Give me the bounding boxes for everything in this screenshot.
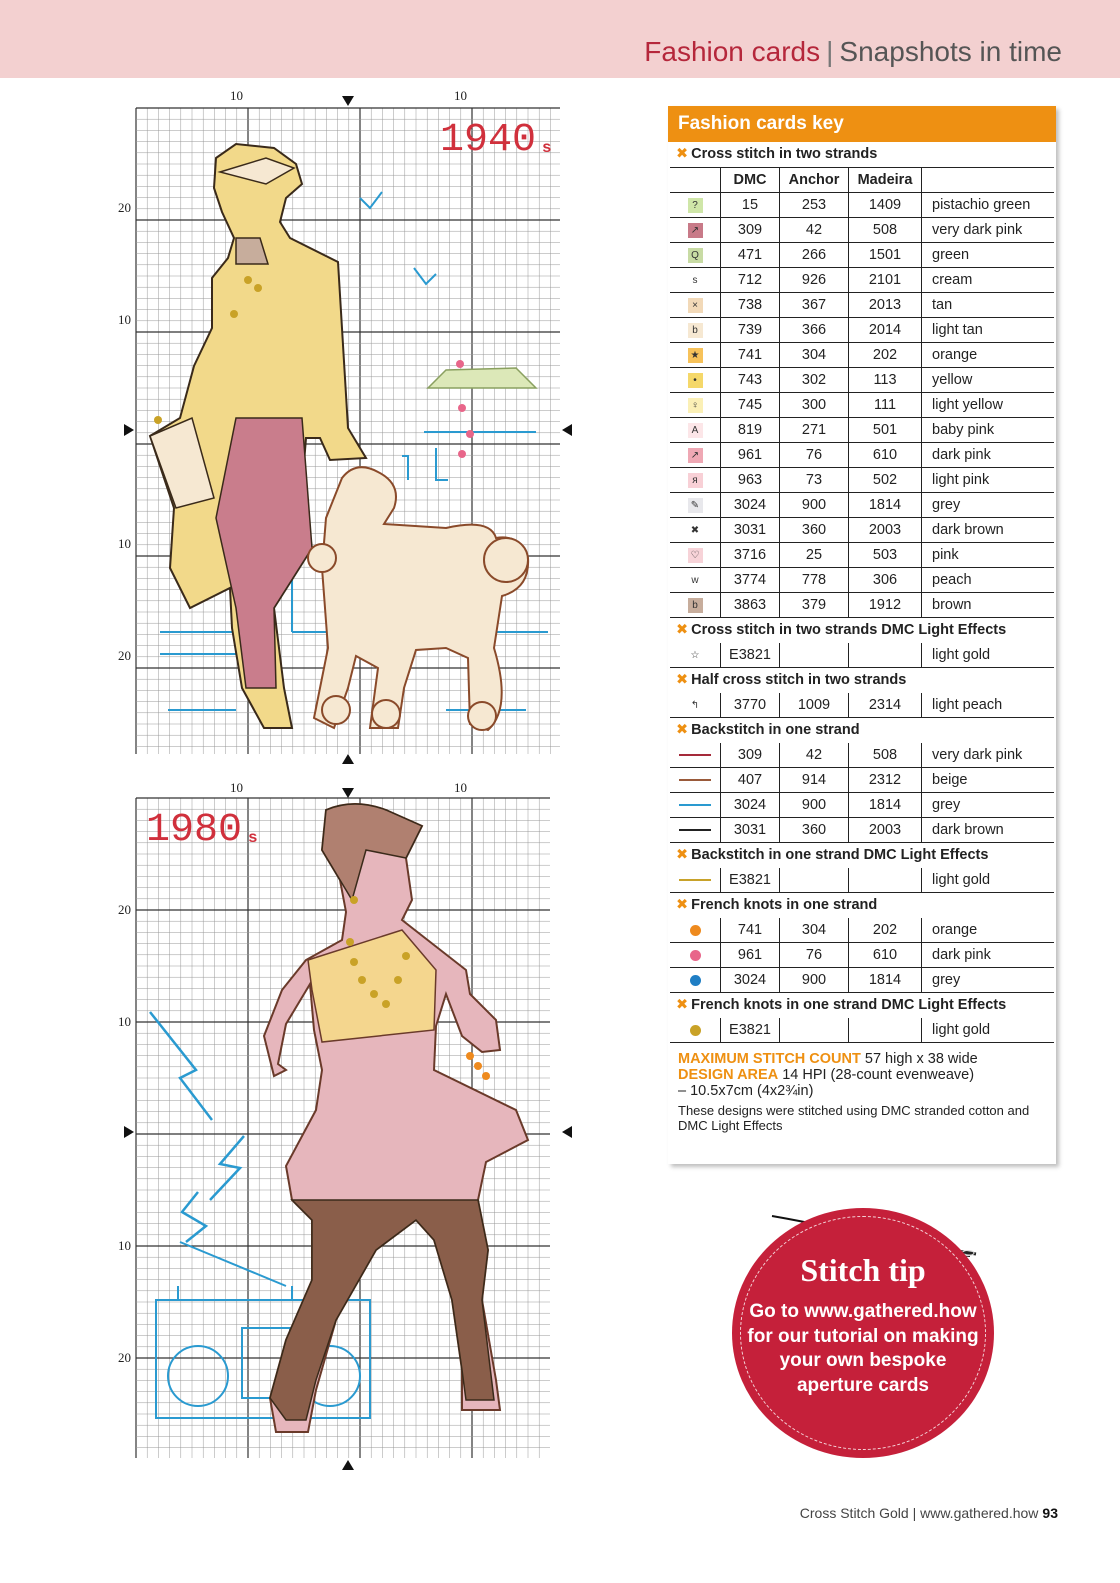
dmc-code: 3770: [721, 693, 780, 718]
dmc-code: 3024: [721, 968, 780, 993]
header-subtitle: Snapshots in time: [839, 36, 1062, 67]
thread-name: dark brown: [922, 518, 1055, 543]
french-knot-icon: [690, 950, 701, 961]
thread-name: yellow: [922, 368, 1055, 393]
thread-name: very dark pink: [922, 743, 1055, 768]
hat-plants-1940s: [428, 368, 536, 388]
dmc-code: 741: [721, 918, 780, 943]
dmc-code: 15: [721, 193, 780, 218]
key-row: [670, 293, 1054, 318]
orange-cross-icon: ✖: [676, 997, 689, 1013]
dmc-code: 961: [721, 443, 780, 468]
dmc-code: 3716: [721, 543, 780, 568]
orange-cross-icon: ✖: [676, 146, 689, 162]
anchor-code: [780, 868, 849, 893]
backstitch-line-icon: [679, 829, 711, 831]
key-footer: [668, 1043, 1056, 1133]
ruler-left-1-1940s: 20: [118, 200, 131, 215]
key-section-label: Cross stitch in two strands DMC Light Effects: [691, 622, 1007, 638]
madeira-code: 1814: [849, 493, 922, 518]
key-title: Fashion cards key: [668, 106, 1056, 142]
madeira-code: 2013: [849, 293, 922, 318]
dmc-code: 3031: [721, 518, 780, 543]
key-section-title-section-2: [668, 668, 1056, 693]
key-header-row: [670, 168, 1054, 193]
key-row: [670, 193, 1054, 218]
dmc-code: 738: [721, 293, 780, 318]
key-table: [670, 693, 1054, 718]
ruler-left-3-1980s: 10: [118, 1238, 131, 1253]
key-table: [670, 167, 1054, 618]
thread-name: brown: [922, 593, 1055, 618]
key-panel: [668, 106, 1056, 1164]
key-table: [670, 1018, 1054, 1043]
key-section-label: Backstitch in one strand DMC Light Effects: [691, 847, 989, 863]
dmc-code: 712: [721, 268, 780, 293]
dmc-code: 739: [721, 318, 780, 343]
french-knot-icon: [690, 925, 701, 936]
anchor-code: 900: [780, 793, 849, 818]
ruler-left-4-1940s: 20: [118, 648, 131, 663]
thread-name: grey: [922, 493, 1055, 518]
key-section-title-french: [668, 893, 1056, 918]
page-header: [644, 36, 1062, 68]
anchor-code: 76: [780, 943, 849, 968]
thread-name: dark brown: [922, 818, 1055, 843]
madeira-code: 2312: [849, 768, 922, 793]
orange-cross-icon: ✖: [676, 897, 689, 913]
madeira-code: 610: [849, 943, 922, 968]
ruler-left-4-1980s: 20: [118, 1350, 131, 1365]
chart-symbol-icon: ↰: [688, 698, 703, 713]
madeira-code: 502: [849, 468, 922, 493]
thread-name: beige: [922, 768, 1055, 793]
key-note: These designs were stitched using DMC stranded cotton and DMC Light Effects: [678, 1103, 1030, 1133]
french-knot-icon: [690, 975, 701, 986]
madeira-code: 501: [849, 418, 922, 443]
anchor-code: [780, 643, 849, 668]
dmc-code: 407: [721, 768, 780, 793]
key-row: [670, 418, 1054, 443]
anchor-code: 366: [780, 318, 849, 343]
chart-1940s: [116, 88, 580, 764]
key-row: [670, 693, 1054, 718]
anchor-code: 360: [780, 518, 849, 543]
madeira-code: 2014: [849, 318, 922, 343]
orange-knots-1980s: [466, 1052, 490, 1080]
dmc-code: E3821: [721, 868, 780, 893]
chart-symbol-icon: b: [688, 598, 703, 613]
backstitch-line-icon: [679, 754, 711, 756]
dmc-code: 3031: [721, 818, 780, 843]
chart-symbol-icon: s: [688, 273, 703, 288]
thread-name: light peach: [922, 693, 1055, 718]
thread-name: dark pink: [922, 443, 1055, 468]
ruler-left-3-1940s: 10: [118, 536, 131, 551]
anchor-code: 302: [780, 368, 849, 393]
design-area-value: 14 HPI (28-count evenweave): [782, 1067, 975, 1083]
ruler-left-2-1980s: 10: [118, 1014, 131, 1029]
dmc-code: 3024: [721, 493, 780, 518]
key-table: [670, 743, 1054, 843]
anchor-code: 900: [780, 493, 849, 518]
key-col-header: Anchor: [780, 168, 849, 193]
madeira-code: [849, 1018, 922, 1043]
chart-symbol-icon: Q: [688, 248, 703, 263]
key-row: [670, 593, 1054, 618]
header-title: Fashion cards: [644, 36, 821, 67]
stitch-tip-title: Stitch tip: [800, 1252, 926, 1288]
chart-symbol-icon: •: [688, 373, 703, 388]
max-stitch-value: 57 high x 38 wide: [864, 1051, 978, 1067]
key-section-title-section-0: [668, 142, 1056, 167]
chart-symbol-icon: ↗: [688, 448, 703, 463]
key-section-title-french_le: [668, 993, 1056, 1018]
key-section-title-backstitch_le: [668, 843, 1056, 868]
key-col-header: DMC: [721, 168, 780, 193]
key-row: [670, 443, 1054, 468]
design-area-size: – 10.5x7cm (4x2¾in): [678, 1083, 814, 1099]
key-section-label: French knots in one strand: [691, 897, 878, 913]
madeira-code: 113: [849, 368, 922, 393]
key-row: [670, 1018, 1054, 1043]
page-footer: Cross Stitch Gold | www.gathered.how 93: [799, 1505, 1058, 1521]
anchor-code: 25: [780, 543, 849, 568]
dmc-code: 963: [721, 468, 780, 493]
french-knot-icon: [690, 1025, 701, 1036]
key-row: [670, 243, 1054, 268]
dmc-code: 471: [721, 243, 780, 268]
madeira-code: 2101: [849, 268, 922, 293]
key-row: [670, 568, 1054, 593]
chart-1940s-grid: [116, 88, 580, 764]
dmc-code: 745: [721, 393, 780, 418]
key-row: [670, 468, 1054, 493]
key-row: [670, 268, 1054, 293]
madeira-code: 1814: [849, 793, 922, 818]
key-row: [670, 743, 1054, 768]
anchor-code: 304: [780, 918, 849, 943]
dmc-code: 743: [721, 368, 780, 393]
anchor-code: 367: [780, 293, 849, 318]
key-row: [670, 643, 1054, 668]
thread-name: baby pink: [922, 418, 1055, 443]
madeira-code: 1501: [849, 243, 922, 268]
dmc-code: 741: [721, 343, 780, 368]
backstitch-line-icon: [679, 779, 711, 781]
era-label-1980s: 1980: [146, 808, 243, 853]
chart-symbol-icon: ✖: [688, 523, 703, 538]
anchor-code: 914: [780, 768, 849, 793]
thread-name: peach: [922, 568, 1055, 593]
key-table: [670, 868, 1054, 893]
key-row: [670, 918, 1054, 943]
madeira-code: [849, 868, 922, 893]
madeira-code: 610: [849, 443, 922, 468]
thread-name: green: [922, 243, 1055, 268]
dmc-code: E3821: [721, 1018, 780, 1043]
key-row: [670, 318, 1054, 343]
key-row: [670, 868, 1054, 893]
thread-name: orange: [922, 343, 1055, 368]
key-table: [670, 643, 1054, 668]
lightning-bolts-1980s: [150, 1012, 244, 1242]
anchor-code: 300: [780, 393, 849, 418]
key-section-label: French knots in one strand DMC Light Effects: [691, 997, 1007, 1013]
key-col-header: [670, 168, 721, 193]
key-row: [670, 518, 1054, 543]
key-body: [668, 142, 1056, 1043]
ruler-top-left-1980s: 10: [230, 780, 243, 795]
thread-name: pink: [922, 543, 1055, 568]
anchor-code: [780, 1018, 849, 1043]
dmc-code: 309: [721, 218, 780, 243]
woman-1980s: [264, 804, 528, 1432]
era-label-1940s: 1940: [440, 118, 537, 163]
thread-name: light gold: [922, 868, 1055, 893]
orange-cross-icon: ✖: [676, 722, 689, 738]
anchor-code: 271: [780, 418, 849, 443]
header-separator: |: [826, 36, 834, 67]
dmc-code: 3024: [721, 793, 780, 818]
thread-name: light tan: [922, 318, 1055, 343]
madeira-code: 2003: [849, 518, 922, 543]
thread-name: light gold: [922, 1018, 1055, 1043]
key-row: [670, 343, 1054, 368]
anchor-code: 778: [780, 568, 849, 593]
ruler-top-right-1980s: 10: [454, 780, 467, 795]
thread-name: light gold: [922, 643, 1055, 668]
key-row: [670, 543, 1054, 568]
stitch-tip-text: Go to www.gathered.how for our tutorial on making your own bespoke aperture cards: [747, 1301, 979, 1396]
thread-name: tan: [922, 293, 1055, 318]
dmc-code: 3863: [721, 593, 780, 618]
key-row: [670, 493, 1054, 518]
chart-symbol-icon: ×: [688, 298, 703, 313]
thread-name: light pink: [922, 468, 1055, 493]
anchor-code: 42: [780, 743, 849, 768]
orange-cross-icon: ✖: [676, 847, 689, 863]
thread-name: pistachio green: [922, 193, 1055, 218]
key-section-label: Half cross stitch in two strands: [691, 672, 907, 688]
thread-name: cream: [922, 268, 1055, 293]
anchor-code: 42: [780, 218, 849, 243]
era-suffix-1980s: s: [248, 829, 258, 847]
key-table: [670, 918, 1054, 993]
thread-name: dark pink: [922, 943, 1055, 968]
ruler-left-1-1980s: 20: [118, 902, 131, 917]
ruler-top-left-1940s: 10: [230, 88, 243, 103]
dmc-code: 961: [721, 943, 780, 968]
dmc-code: E3821: [721, 643, 780, 668]
backstitch-line-icon: [679, 879, 711, 881]
key-col-header: Madeira: [849, 168, 922, 193]
anchor-code: 76: [780, 443, 849, 468]
anchor-code: 900: [780, 968, 849, 993]
anchor-code: 253: [780, 193, 849, 218]
madeira-code: 2003: [849, 818, 922, 843]
thread-name: light yellow: [922, 393, 1055, 418]
key-section-title-section-1: [668, 618, 1056, 643]
anchor-code: 926: [780, 268, 849, 293]
chart-symbol-icon: ♡: [688, 548, 703, 563]
anchor-code: 1009: [780, 693, 849, 718]
key-row: [670, 218, 1054, 243]
chart-symbol-icon: ★: [688, 348, 703, 363]
backstitch-line-icon: [679, 804, 711, 806]
chart-symbol-icon: w: [688, 573, 703, 588]
madeira-code: 1814: [849, 968, 922, 993]
anchor-code: 379: [780, 593, 849, 618]
thread-name: grey: [922, 968, 1055, 993]
chart-symbol-icon: ♀: [688, 398, 703, 413]
chart-1980s-grid: [116, 780, 580, 1470]
anchor-code: 304: [780, 343, 849, 368]
chart-1980s: [116, 780, 580, 1470]
key-section-label: Backstitch in one strand: [691, 722, 860, 738]
key-section-label: Cross stitch in two strands: [691, 146, 878, 162]
orange-cross-icon: ✖: [676, 672, 689, 688]
madeira-code: 503: [849, 543, 922, 568]
ruler-top-right-1940s: 10: [454, 88, 467, 103]
dmc-code: 819: [721, 418, 780, 443]
key-row: [670, 968, 1054, 993]
key-row: [670, 818, 1054, 843]
dmc-code: 309: [721, 743, 780, 768]
madeira-code: 111: [849, 393, 922, 418]
madeira-code: 306: [849, 568, 922, 593]
footer-magazine: Cross Stitch Gold: [799, 1505, 909, 1521]
key-row: [670, 793, 1054, 818]
madeira-code: 508: [849, 218, 922, 243]
anchor-code: 266: [780, 243, 849, 268]
chart-symbol-icon: я: [688, 473, 703, 488]
chart-symbol-icon: ↗: [688, 223, 703, 238]
chart-symbol-icon: ?: [688, 198, 703, 213]
key-row: [670, 943, 1054, 968]
madeira-code: [849, 643, 922, 668]
madeira-code: 202: [849, 918, 922, 943]
key-row: [670, 768, 1054, 793]
anchor-code: 360: [780, 818, 849, 843]
key-col-header: [922, 168, 1055, 193]
design-area-label: DESIGN AREA: [678, 1067, 779, 1083]
madeira-code: 1409: [849, 193, 922, 218]
dmc-code: 3774: [721, 568, 780, 593]
page-number: 93: [1042, 1505, 1058, 1521]
ruler-left-2-1940s: 10: [118, 312, 131, 327]
chart-symbol-icon: ☆: [688, 648, 703, 663]
footer-site: www.gathered.how: [920, 1505, 1039, 1521]
thread-name: grey: [922, 793, 1055, 818]
thread-name: very dark pink: [922, 218, 1055, 243]
madeira-code: 2314: [849, 693, 922, 718]
madeira-code: 1912: [849, 593, 922, 618]
chart-symbol-icon: A: [688, 423, 703, 438]
thread-name: orange: [922, 918, 1055, 943]
chart-symbol-icon: ✎: [688, 498, 703, 513]
key-row: [670, 368, 1054, 393]
anchor-code: 73: [780, 468, 849, 493]
orange-cross-icon: ✖: [676, 622, 689, 638]
era-suffix-1940s: s: [542, 139, 552, 157]
key-section-title-backstitch: [668, 718, 1056, 743]
madeira-code: 508: [849, 743, 922, 768]
max-stitch-label: MAXIMUM STITCH COUNT: [678, 1051, 861, 1067]
key-row: [670, 393, 1054, 418]
madeira-code: 202: [849, 343, 922, 368]
chart-symbol-icon: b: [688, 323, 703, 338]
stitch-tip-badge: [732, 1208, 994, 1458]
